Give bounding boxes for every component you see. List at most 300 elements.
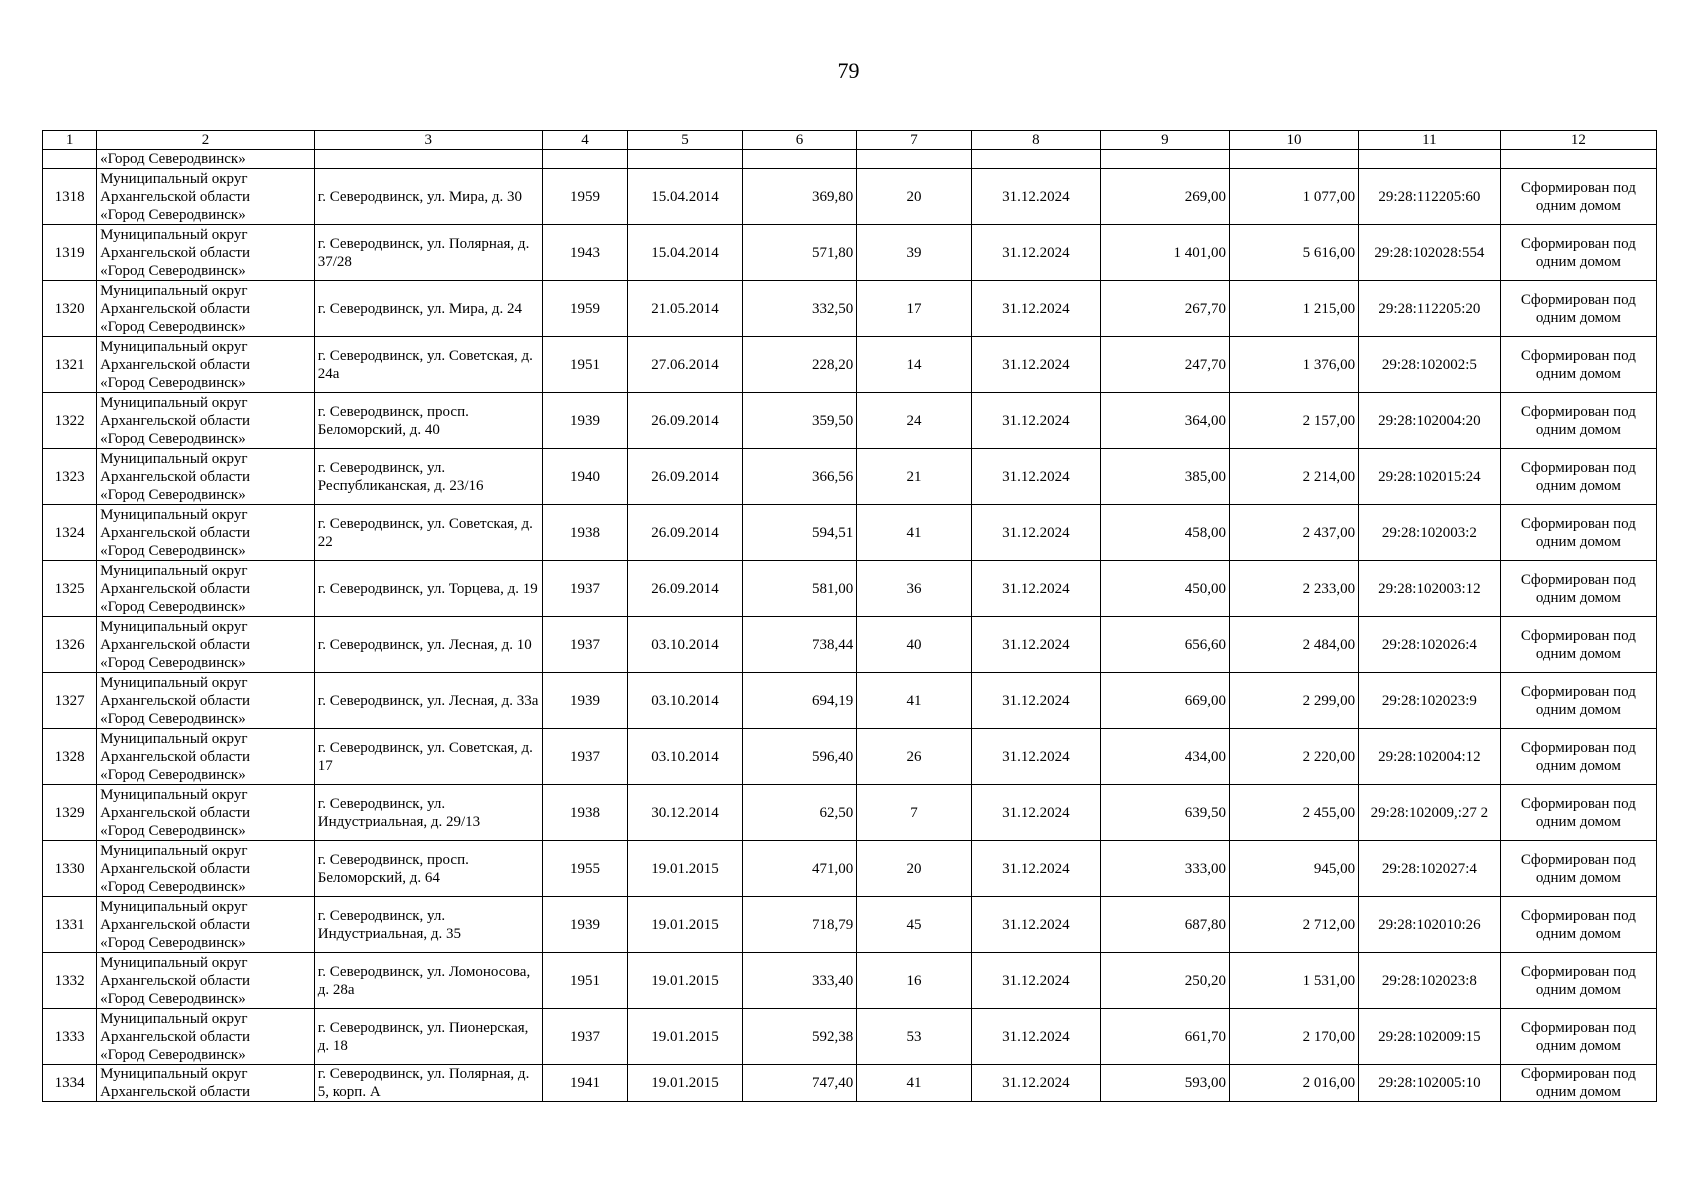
header-cell: 12 (1500, 131, 1656, 150)
value10-cell: 2 214,00 (1229, 449, 1358, 505)
table-body (43, 150, 1657, 1102)
address-cell: г. Северодвинск, ул. Мира, д. 24 (314, 281, 542, 337)
owner-line: Архангельской области (100, 356, 251, 373)
owner-line: Муниципальный округ (100, 954, 248, 971)
value9-cell: 267,70 (1100, 281, 1229, 337)
status-cell: Сформирован под одним домом (1500, 673, 1656, 729)
cell-empty (628, 150, 743, 169)
table-row (43, 505, 1657, 561)
date-cell: 26.09.2014 (628, 449, 743, 505)
year-cell: 1937 (542, 617, 627, 673)
owner-cell (97, 673, 315, 729)
date2-cell: 31.12.2024 (971, 617, 1100, 673)
row-number: 1327 (43, 673, 97, 729)
cadastral-number-cell: 29:28:102009,:27 2 (1359, 785, 1501, 841)
address-cell: г. Северодвинск, ул. Советская, д. 17 (314, 729, 542, 785)
owner-line: Муниципальный округ (100, 674, 248, 691)
owner-line: «Город Северодвинск» (100, 934, 246, 951)
year-cell: 1959 (542, 169, 627, 225)
cadastral-number-cell: 29:28:102015:24 (1359, 449, 1501, 505)
date-cell: 19.01.2015 (628, 1009, 743, 1065)
date-cell: 26.09.2014 (628, 561, 743, 617)
table-row (43, 897, 1657, 953)
date2-cell: 31.12.2024 (971, 337, 1100, 393)
area-cell: 332,50 (742, 281, 857, 337)
cell-empty (1500, 150, 1656, 169)
area-cell: 594,51 (742, 505, 857, 561)
owner-line: Архангельской области (100, 244, 251, 261)
area-cell: 359,50 (742, 393, 857, 449)
value10-cell: 2 484,00 (1229, 617, 1358, 673)
table-row (43, 841, 1657, 897)
value10-cell: 945,00 (1229, 841, 1358, 897)
value9-cell: 434,00 (1100, 729, 1229, 785)
cell-empty (971, 150, 1100, 169)
row-number: 1325 (43, 561, 97, 617)
owner-line: Муниципальный округ (100, 730, 248, 747)
owner-cell (97, 505, 315, 561)
table-header (43, 131, 1657, 150)
owner-cell (97, 1065, 315, 1102)
area-cell: 738,44 (742, 617, 857, 673)
value9-cell: 364,00 (1100, 393, 1229, 449)
header-row (43, 131, 1657, 150)
year-cell: 1940 (542, 449, 627, 505)
date2-cell: 31.12.2024 (971, 281, 1100, 337)
date2-cell: 31.12.2024 (971, 505, 1100, 561)
value9-cell: 1 401,00 (1100, 225, 1229, 281)
owner-line: Муниципальный округ (100, 170, 248, 187)
date-cell: 19.01.2015 (628, 841, 743, 897)
owner-line: Муниципальный округ (100, 1010, 248, 1027)
header-cell: 5 (628, 131, 743, 150)
date-cell: 03.10.2014 (628, 729, 743, 785)
row-number: 1324 (43, 505, 97, 561)
owner-line: Архангельской области (100, 580, 251, 597)
value9-cell: 639,50 (1100, 785, 1229, 841)
row-number: 1322 (43, 393, 97, 449)
header-cell: 1 (43, 131, 97, 150)
status-cell: Сформирован под одним домом (1500, 1009, 1656, 1065)
cadastral-number-cell: 29:28:102004:20 (1359, 393, 1501, 449)
owner-line: Архангельской области (100, 636, 251, 653)
header-cell: 6 (742, 131, 857, 150)
owner-cell (97, 897, 315, 953)
date-cell: 15.04.2014 (628, 169, 743, 225)
row-number: 1320 (43, 281, 97, 337)
table-row (43, 393, 1657, 449)
status-cell: Сформирован под одним домом (1500, 225, 1656, 281)
area-cell: 369,80 (742, 169, 857, 225)
owner-cell (97, 841, 315, 897)
area-cell: 718,79 (742, 897, 857, 953)
date2-cell: 31.12.2024 (971, 897, 1100, 953)
row-number: 1333 (43, 1009, 97, 1065)
owner-line: Архангельской области (100, 916, 251, 933)
owner-line: Архангельской области (100, 692, 251, 709)
value10-cell: 1 215,00 (1229, 281, 1358, 337)
owner-line: «Город Северодвинск» (100, 766, 246, 783)
value9-cell: 593,00 (1100, 1065, 1229, 1102)
address-cell: г. Северодвинск, ул. Мира, д. 30 (314, 169, 542, 225)
status-cell: Сформирован под одним домом (1500, 1065, 1656, 1102)
count-cell: 26 (857, 729, 972, 785)
date-cell: 21.05.2014 (628, 281, 743, 337)
owner-cell (97, 337, 315, 393)
owner-line: Муниципальный округ (100, 394, 248, 411)
owner-line: «Город Северодвинск» (100, 878, 246, 895)
address-cell: г. Северодвинск, ул. Советская, д. 22 (314, 505, 542, 561)
cadastral-number-cell: 29:28:102009:15 (1359, 1009, 1501, 1065)
value10-cell: 2 455,00 (1229, 785, 1358, 841)
count-cell: 20 (857, 841, 972, 897)
value10-cell: 2 299,00 (1229, 673, 1358, 729)
area-cell: 333,40 (742, 953, 857, 1009)
area-cell: 62,50 (742, 785, 857, 841)
cell-empty (857, 150, 972, 169)
cadastral-number-cell: 29:28:102026:4 (1359, 617, 1501, 673)
year-cell: 1939 (542, 673, 627, 729)
owner-line: «Город Северодвинск» (100, 710, 246, 727)
count-cell: 41 (857, 1065, 972, 1102)
table-row (43, 953, 1657, 1009)
area-cell: 471,00 (742, 841, 857, 897)
owner-line: Муниципальный округ (100, 506, 248, 523)
table-row (43, 1065, 1657, 1102)
owner-line: «Город Северодвинск» (100, 1046, 246, 1063)
year-cell: 1959 (542, 281, 627, 337)
cadastral-number-cell: 29:28:102027:4 (1359, 841, 1501, 897)
count-cell: 16 (857, 953, 972, 1009)
value10-cell: 2 233,00 (1229, 561, 1358, 617)
owner-line: Архангельской области (100, 804, 251, 821)
owner-line: Архангельской области (100, 524, 251, 541)
date-cell: 26.09.2014 (628, 393, 743, 449)
date-cell: 26.09.2014 (628, 505, 743, 561)
year-cell: 1937 (542, 729, 627, 785)
address-cell: г. Северодвинск, просп. Беломорский, д. 64 (314, 841, 542, 897)
value10-cell: 2 220,00 (1229, 729, 1358, 785)
year-cell: 1941 (542, 1065, 627, 1102)
cell-empty (1229, 150, 1358, 169)
owner-line: «Город Северодвинск» (100, 486, 246, 503)
status-cell: Сформирован под одним домом (1500, 449, 1656, 505)
value9-cell: 250,20 (1100, 953, 1229, 1009)
owner-line: «Город Северодвинск» (100, 598, 246, 615)
owner-line: Муниципальный округ (100, 786, 248, 803)
cadastral-number-cell: 29:28:112205:60 (1359, 169, 1501, 225)
header-cell: 9 (1100, 131, 1229, 150)
owner-line: Архангельской области (100, 972, 251, 989)
date2-cell: 31.12.2024 (971, 729, 1100, 785)
date2-cell: 31.12.2024 (971, 785, 1100, 841)
year-cell: 1943 (542, 225, 627, 281)
cell-empty (742, 150, 857, 169)
date-cell: 19.01.2015 (628, 897, 743, 953)
status-cell: Сформирован под одним домом (1500, 953, 1656, 1009)
count-cell: 7 (857, 785, 972, 841)
value10-cell: 5 616,00 (1229, 225, 1358, 281)
address-cell: г. Северодвинск, просп. Беломорский, д. 40 (314, 393, 542, 449)
address-cell: г. Северодвинск, ул. Ломоносова, д. 28а (314, 953, 542, 1009)
count-cell: 17 (857, 281, 972, 337)
address-cell: г. Северодвинск, ул. Лесная, д. 33а (314, 673, 542, 729)
address-cell: г. Северодвинск, ул. Индустриальная, д. 35 (314, 897, 542, 953)
owner-line: Архангельской области (100, 188, 251, 205)
table-row (43, 673, 1657, 729)
date-cell: 15.04.2014 (628, 225, 743, 281)
owner-cell (97, 561, 315, 617)
owner-line: Муниципальный округ (100, 338, 248, 355)
owner-cell (97, 281, 315, 337)
owner-line: «Город Северодвинск» (100, 374, 246, 391)
owner-line: Архангельской области (100, 748, 251, 765)
address-cell: г. Северодвинск, ул. Полярная, д. 5, корп. А (314, 1065, 542, 1102)
owner-line: «Город Северодвинск» (100, 430, 246, 447)
value9-cell: 269,00 (1100, 169, 1229, 225)
owner-cell (97, 1009, 315, 1065)
year-cell: 1939 (542, 897, 627, 953)
date-cell: 03.10.2014 (628, 617, 743, 673)
value10-cell: 2 437,00 (1229, 505, 1358, 561)
area-cell: 592,38 (742, 1009, 857, 1065)
owner-line: Архангельской области (100, 860, 251, 877)
address-cell: г. Северодвинск, ул. Полярная, д. 37/28 (314, 225, 542, 281)
owner-line: Муниципальный округ (100, 562, 248, 579)
address-cell: г. Северодвинск, ул. Советская, д. 24а (314, 337, 542, 393)
owner-line: Муниципальный округ (100, 226, 248, 243)
value9-cell: 247,70 (1100, 337, 1229, 393)
table-row (43, 449, 1657, 505)
cadastral-number-cell: 29:28:102004:12 (1359, 729, 1501, 785)
date2-cell: 31.12.2024 (971, 169, 1100, 225)
area-cell: 694,19 (742, 673, 857, 729)
value9-cell: 450,00 (1100, 561, 1229, 617)
table-row (43, 729, 1657, 785)
year-cell: 1951 (542, 953, 627, 1009)
owner-line: «Город Северодвинск» (100, 262, 246, 279)
count-cell: 24 (857, 393, 972, 449)
owner-line: Архангельской области (100, 300, 251, 317)
owner-cell (97, 729, 315, 785)
area-cell: 228,20 (742, 337, 857, 393)
owner-line: «Город Северодвинск» (100, 822, 246, 839)
date2-cell: 31.12.2024 (971, 449, 1100, 505)
value9-cell: 687,80 (1100, 897, 1229, 953)
date-cell: 03.10.2014 (628, 673, 743, 729)
value10-cell: 1 376,00 (1229, 337, 1358, 393)
owner-line: Муниципальный округ (100, 898, 248, 915)
value10-cell: 2 170,00 (1229, 1009, 1358, 1065)
header-cell: 7 (857, 131, 972, 150)
row-number: 1323 (43, 449, 97, 505)
row-number: 1331 (43, 897, 97, 953)
row-number: 1326 (43, 617, 97, 673)
row-number: 1329 (43, 785, 97, 841)
owner-line: Архангельской области (100, 412, 251, 429)
count-cell: 53 (857, 1009, 972, 1065)
status-cell: Сформирован под одним домом (1500, 281, 1656, 337)
value9-cell: 333,00 (1100, 841, 1229, 897)
page-number: 79 (837, 58, 860, 83)
continuation-row (43, 150, 1657, 169)
housing-registry-table (42, 130, 1657, 1102)
table-row (43, 785, 1657, 841)
cell-empty (542, 150, 627, 169)
row-number: 1328 (43, 729, 97, 785)
owner-line: Муниципальный округ (100, 618, 248, 635)
count-cell: 20 (857, 169, 972, 225)
count-cell: 45 (857, 897, 972, 953)
status-cell: Сформирован под одним домом (1500, 897, 1656, 953)
row-number: 1321 (43, 337, 97, 393)
owner-line: Архангельской области (100, 1084, 251, 1100)
cadastral-number-cell: 29:28:102003:2 (1359, 505, 1501, 561)
date2-cell: 31.12.2024 (971, 1065, 1100, 1102)
area-cell: 366,56 (742, 449, 857, 505)
owner-cell (97, 617, 315, 673)
cadastral-number-cell: 29:28:102005:10 (1359, 1065, 1501, 1102)
cell-empty (1100, 150, 1229, 169)
table-row (43, 561, 1657, 617)
address-cell: г. Северодвинск, ул. Торцева, д. 19 (314, 561, 542, 617)
owner-line: Муниципальный округ (100, 282, 248, 299)
cadastral-number-cell: 29:28:102002:5 (1359, 337, 1501, 393)
area-cell: 596,40 (742, 729, 857, 785)
date-cell: 19.01.2015 (628, 953, 743, 1009)
status-cell: Сформирован под одним домом (1500, 337, 1656, 393)
header-cell: 2 (97, 131, 315, 150)
header-cell: 11 (1359, 131, 1501, 150)
year-cell: 1937 (542, 1009, 627, 1065)
year-cell: 1937 (542, 561, 627, 617)
count-cell: 36 (857, 561, 972, 617)
count-cell: 14 (857, 337, 972, 393)
cadastral-number-cell: 29:28:112205:20 (1359, 281, 1501, 337)
status-cell: Сформирован под одним домом (1500, 393, 1656, 449)
owner-cell (97, 169, 315, 225)
cell-empty (43, 150, 97, 169)
address-cell: г. Северодвинск, ул. Лесная, д. 10 (314, 617, 542, 673)
value9-cell: 661,70 (1100, 1009, 1229, 1065)
status-cell: Сформирован под одним домом (1500, 505, 1656, 561)
value10-cell: 1 531,00 (1229, 953, 1358, 1009)
header-cell: 3 (314, 131, 542, 150)
cell-empty (314, 150, 542, 169)
owner-cell (97, 785, 315, 841)
owner-line: Архангельской области (100, 1028, 251, 1045)
header-cell: 8 (971, 131, 1100, 150)
date-cell: 27.06.2014 (628, 337, 743, 393)
value10-cell: 2 712,00 (1229, 897, 1358, 953)
status-cell: Сформирован под одним домом (1500, 729, 1656, 785)
row-number: 1332 (43, 953, 97, 1009)
owner-cell (97, 953, 315, 1009)
count-cell: 41 (857, 505, 972, 561)
count-cell: 40 (857, 617, 972, 673)
status-cell: Сформирован под одним домом (1500, 785, 1656, 841)
cadastral-number-cell: 29:28:102003:12 (1359, 561, 1501, 617)
count-cell: 39 (857, 225, 972, 281)
area-cell: 571,80 (742, 225, 857, 281)
year-cell: 1951 (542, 337, 627, 393)
status-cell: Сформирован под одним домом (1500, 561, 1656, 617)
year-cell: 1939 (542, 393, 627, 449)
table-row (43, 1009, 1657, 1065)
table-row (43, 225, 1657, 281)
cadastral-number-cell: 29:28:102023:9 (1359, 673, 1501, 729)
owner-line: «Город Северодвинск» (100, 542, 246, 559)
value9-cell: 656,60 (1100, 617, 1229, 673)
cadastral-number-cell: 29:28:102023:8 (1359, 953, 1501, 1009)
owner-line: Муниципальный округ (100, 450, 248, 467)
cadastral-number-cell: 29:28:102010:26 (1359, 897, 1501, 953)
value9-cell: 669,00 (1100, 673, 1229, 729)
date2-cell: 31.12.2024 (971, 225, 1100, 281)
address-cell: г. Северодвинск, ул. Республиканская, д. 23/16 (314, 449, 542, 505)
row-number: 1334 (43, 1065, 97, 1102)
date2-cell: 31.12.2024 (971, 673, 1100, 729)
owner-line: «Город Северодвинск» (100, 206, 246, 223)
owner-cell: «Город Северодвинск» (97, 150, 315, 169)
status-cell: Сформирован под одним домом (1500, 169, 1656, 225)
date-cell: 30.12.2014 (628, 785, 743, 841)
table-row (43, 169, 1657, 225)
date-cell: 19.01.2015 (628, 1065, 743, 1102)
date2-cell: 31.12.2024 (971, 561, 1100, 617)
count-cell: 21 (857, 449, 972, 505)
owner-cell (97, 393, 315, 449)
date2-cell: 31.12.2024 (971, 393, 1100, 449)
date2-cell: 31.12.2024 (971, 953, 1100, 1009)
header-cell: 4 (542, 131, 627, 150)
owner-line: Архангельской области (100, 468, 251, 485)
table-row (43, 281, 1657, 337)
value10-cell: 2 157,00 (1229, 393, 1358, 449)
cadastral-number-cell: 29:28:102028:554 (1359, 225, 1501, 281)
status-cell: Сформирован под одним домом (1500, 841, 1656, 897)
table-row (43, 617, 1657, 673)
owner-line: «Город Северодвинск» (100, 318, 246, 335)
area-cell: 581,00 (742, 561, 857, 617)
year-cell: 1938 (542, 785, 627, 841)
owner-cell (97, 225, 315, 281)
address-cell: г. Северодвинск, ул. Пионерская, д. 18 (314, 1009, 542, 1065)
date2-cell: 31.12.2024 (971, 841, 1100, 897)
owner-line: Муниципальный округ (100, 1066, 248, 1082)
value10-cell: 2 016,00 (1229, 1065, 1358, 1102)
value9-cell: 385,00 (1100, 449, 1229, 505)
row-number: 1318 (43, 169, 97, 225)
year-cell: 1938 (542, 505, 627, 561)
status-cell: Сформирован под одним домом (1500, 617, 1656, 673)
owner-line: «Город Северодвинск» (100, 990, 246, 1007)
address-cell: г. Северодвинск, ул. Индустриальная, д. 29/13 (314, 785, 542, 841)
year-cell: 1955 (542, 841, 627, 897)
owner-cell (97, 449, 315, 505)
count-cell: 41 (857, 673, 972, 729)
date2-cell: 31.12.2024 (971, 1009, 1100, 1065)
value10-cell: 1 077,00 (1229, 169, 1358, 225)
row-number: 1330 (43, 841, 97, 897)
table-row (43, 337, 1657, 393)
owner-line: «Город Северодвинск» (100, 654, 246, 671)
header-cell: 10 (1229, 131, 1358, 150)
value9-cell: 458,00 (1100, 505, 1229, 561)
owner-line: Муниципальный округ (100, 842, 248, 859)
row-number: 1319 (43, 225, 97, 281)
area-cell: 747,40 (742, 1065, 857, 1102)
